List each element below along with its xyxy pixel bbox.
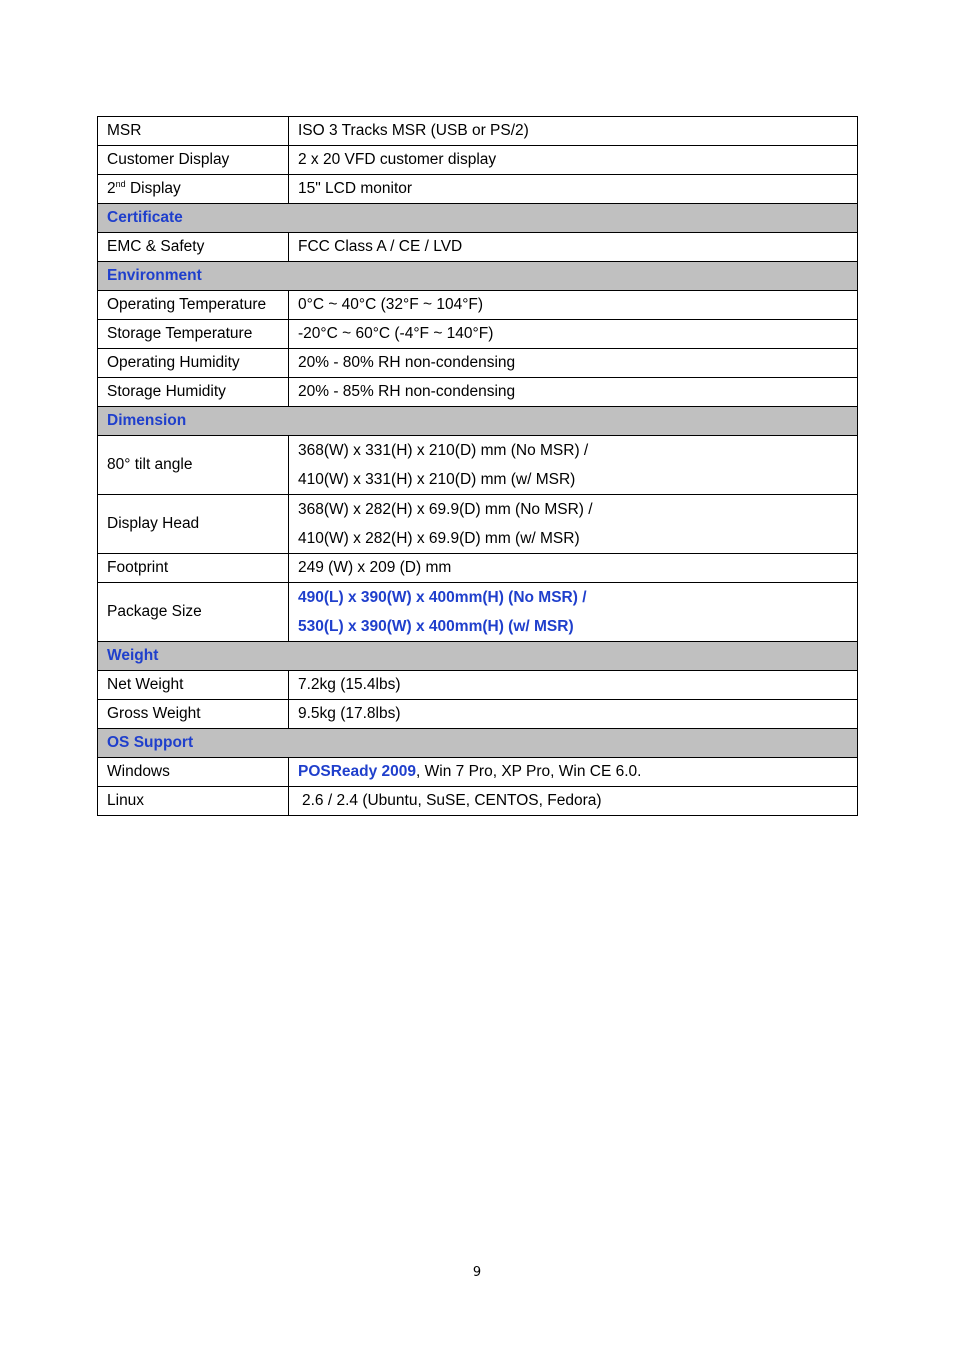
- row-label: [98, 175, 289, 204]
- section-title: Environment: [98, 262, 858, 291]
- value-line-1: 368(W) x 331(H) x 210(D) mm (No MSR) /: [298, 442, 589, 459]
- row-label: Linux: [98, 787, 289, 816]
- row-label: Package Size: [98, 583, 289, 642]
- row-value: [289, 583, 858, 642]
- row-label: Storage Temperature: [98, 320, 289, 349]
- spec-table: [97, 116, 858, 816]
- row-value: [289, 436, 858, 495]
- section-title: Dimension: [98, 407, 858, 436]
- value-line-1: 368(W) x 282(H) x 69.9(D) mm (No MSR) /: [298, 501, 593, 518]
- table-row: [98, 117, 858, 146]
- value-line-2: 530(L) x 390(W) x 400mm(H) (w/ MSR): [298, 618, 574, 635]
- row-label: Customer Display: [98, 146, 289, 175]
- section-header-os-support: [98, 729, 858, 758]
- section-header-weight: [98, 642, 858, 671]
- section-header-dimension: [98, 407, 858, 436]
- row-label: Gross Weight: [98, 700, 289, 729]
- value-line-1: 490(L) x 390(W) x 400mm(H) (No MSR) /: [298, 589, 587, 606]
- row-label: Footprint: [98, 554, 289, 583]
- row-value: 9.5kg (17.8lbs): [289, 700, 858, 729]
- label-superscript: nd: [115, 178, 126, 189]
- row-label: 80° tilt angle: [98, 436, 289, 495]
- row-label: Storage Humidity: [98, 378, 289, 407]
- table-row: [98, 700, 858, 729]
- value-line-2: 410(W) x 331(H) x 210(D) mm (w/ MSR): [298, 471, 576, 488]
- row-label: MSR: [98, 117, 289, 146]
- section-header-environment: [98, 262, 858, 291]
- row-value: 2 x 20 VFD customer display: [289, 146, 858, 175]
- row-value: 15" LCD monitor: [289, 175, 858, 204]
- table-row: [98, 291, 858, 320]
- page-number: 9: [472, 1265, 482, 1280]
- table-row: [98, 583, 858, 642]
- row-value: 20% - 80% RH non-condensing: [289, 349, 858, 378]
- value-line-2: 410(W) x 282(H) x 69.9(D) mm (w/ MSR): [298, 530, 580, 547]
- row-value: [289, 758, 858, 787]
- row-label: Windows: [98, 758, 289, 787]
- row-value: 20% - 85% RH non-condensing: [289, 378, 858, 407]
- section-title: Weight: [98, 642, 858, 671]
- table-row: [98, 378, 858, 407]
- row-value: -20°C ~ 60°C (-4°F ~ 140°F): [289, 320, 858, 349]
- table-row: [98, 758, 858, 787]
- row-value: [289, 787, 858, 816]
- table-row: [98, 233, 858, 262]
- section-title: OS Support: [98, 729, 858, 758]
- label-number: 2: [107, 180, 116, 197]
- table-row: [98, 175, 858, 204]
- section-title: Certificate: [98, 204, 858, 233]
- table-row: [98, 787, 858, 816]
- value-text: 2.6 / 2.4 (Ubuntu, SuSE, CENTOS, Fedora): [302, 792, 602, 809]
- table-row: [98, 146, 858, 175]
- row-value: [289, 495, 858, 554]
- row-value: ISO 3 Tracks MSR (USB or PS/2): [289, 117, 858, 146]
- row-label: EMC & Safety: [98, 233, 289, 262]
- row-value: FCC Class A / CE / LVD: [289, 233, 858, 262]
- table-row: [98, 495, 858, 554]
- row-value: 0°C ~ 40°C (32°F ~ 104°F): [289, 291, 858, 320]
- row-value: 7.2kg (15.4lbs): [289, 671, 858, 700]
- table-row: [98, 349, 858, 378]
- row-value: 249 (W) x 209 (D) mm: [289, 554, 858, 583]
- section-header-certificate: [98, 204, 858, 233]
- row-label: Operating Humidity: [98, 349, 289, 378]
- table-row: [98, 671, 858, 700]
- row-label: Operating Temperature: [98, 291, 289, 320]
- label-rest: Display: [125, 180, 181, 197]
- row-label: Display Head: [98, 495, 289, 554]
- table-row: [98, 554, 858, 583]
- value-rest: , Win 7 Pro, XP Pro, Win CE 6.0.: [416, 763, 642, 780]
- value-highlight: POSReady 2009: [298, 763, 417, 780]
- table-row: [98, 436, 858, 495]
- row-label: Net Weight: [98, 671, 289, 700]
- table-row: [98, 320, 858, 349]
